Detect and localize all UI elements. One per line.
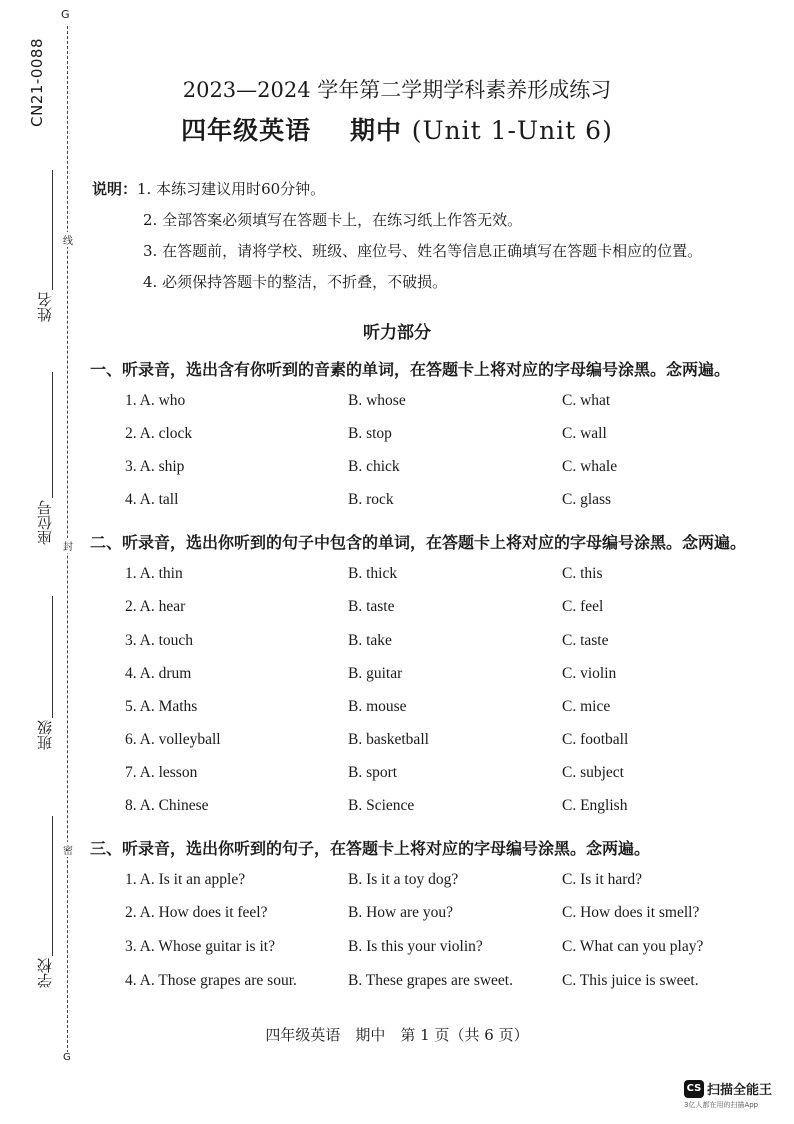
option-c: C. Is it hard? [562,871,643,888]
option-c: C. what [562,392,611,409]
option-a: 2. A. hear [125,598,186,615]
subject-label: 四年级英语 [181,116,312,145]
question-row [0,392,794,416]
instructions [92,174,702,298]
question-row [0,565,794,589]
option-a: 4. A. drum [125,665,192,682]
instruction-2: 2. 全部答案必须填写在答题卡上，在练习纸上作答无效。 [143,211,523,229]
question-row [0,425,794,449]
paper-code: CN21-0088 [28,38,46,127]
option-a: 1. A. thin [125,565,183,582]
question-row [0,698,794,722]
option-a: 5. A. Maths [125,698,198,715]
option-b: B. stop [348,425,392,442]
option-a: 7. A. lesson [125,764,198,781]
term-label: 期中 [350,116,403,145]
option-a: 2. A. clock [125,425,193,442]
option-c: C. football [562,731,629,748]
question-row [0,871,794,895]
option-a: 3. A. ship [125,458,185,475]
seat-label: 座位号 [36,500,54,545]
name-label: 姓名 [36,292,54,322]
question-row [0,665,794,689]
option-b: B. whose [348,392,406,409]
option-b: B. guitar [348,665,403,682]
option-a: 4. A. tall [125,491,179,508]
option-b: B. taste [348,598,395,615]
cut-mark-line: 线 [63,232,73,247]
question-row [0,598,794,622]
option-c: C. taste [562,632,609,649]
question-row [0,797,794,821]
instructions-label: 说明： [92,180,138,198]
name-line [52,170,53,290]
question-heading-3: 三、听录音，选出你听到的句子，在答题卡上将对应的字母编号涂黑。念两遍。 [90,839,651,858]
scanner-tagline: 3亿人都在用的扫描App [684,1101,759,1109]
option-b: B. These grapes are sweet. [348,972,513,989]
exam-title: 2023—2024 学年第二学期学科素养形成练习 [182,78,612,102]
option-c: C. mice [562,698,611,715]
question-heading-1: 一、听录音，选出含有你听到的音素的单词，在答题卡上将对应的字母编号涂黑。念两遍。 [90,360,731,379]
option-a: 1. A. who [125,392,186,409]
option-b: B. sport [348,764,398,781]
option-c: C. whale [562,458,618,475]
option-c: C. What can you play? [562,938,704,955]
question-row [0,972,794,996]
school-label: 学校 [36,958,54,988]
class-label: 班级 [36,720,54,750]
scanner-watermark [684,1078,773,1109]
option-b: B. thick [348,565,398,582]
option-b: B. chick [348,458,400,475]
option-b: B. Is this your violin? [348,938,483,955]
option-c: C. This juice is sweet. [562,972,699,989]
binding-bottom-mark: G [63,1052,71,1063]
option-b: B. rock [348,491,394,508]
instruction-4: 4. 必须保持答题卡的整洁，不折叠，不破损。 [143,273,448,291]
scanner-brand: 扫描全能王 [707,1083,773,1098]
page-footer: 四年级英语 期中 第 1 页（共 6 页） [265,1026,529,1044]
option-b: B. Science [348,797,415,814]
option-c: C. wall [562,425,607,442]
option-a: 3. A. Whose guitar is it? [125,938,275,955]
option-b: B. take [348,632,392,649]
option-a: 6. A. volleyball [125,731,221,748]
option-a: 2. A. How does it feel? [125,904,268,921]
question-row [0,632,794,656]
option-a: 4. A. Those grapes are sour. [125,972,297,989]
instruction-3: 3. 在答题前，请将学校、班级、座位号、姓名等信息正确填写在答题卡相应的位置。 [143,242,703,260]
option-c: C. this [562,565,603,582]
option-c: C. How does it smell? [562,904,700,921]
option-c: C. subject [562,764,624,781]
option-a: 1. A. Is it an apple? [125,871,246,888]
scanner-logo-icon: CS [684,1080,704,1098]
option-b: B. How are you? [348,904,454,921]
cut-mark-seal: 封 [63,538,73,553]
option-c: C. violin [562,665,617,682]
question-heading-2: 二、听录音，选出你听到的句子中包含的单词，在答题卡上将对应的字母编号涂黑。念两遍。 [90,533,747,552]
instruction-1: 说明：1. 本练习建议用时60分钟。 [92,180,326,198]
cut-mark-fold: 密 [63,842,73,857]
question-row [0,458,794,482]
question-row [0,904,794,928]
option-c: C. feel [562,598,604,615]
unit-range: (Unit 1-Unit 6) [411,116,613,145]
option-b: B. basketball [348,731,429,748]
exam-subtitle [0,111,794,147]
question-row [0,764,794,788]
option-b: B. mouse [348,698,407,715]
option-c: C. glass [562,491,612,508]
section-title: 听力部分 [363,323,431,343]
question-row [0,731,794,755]
question-row [0,491,794,515]
question-row [0,938,794,962]
option-a: 3. A. touch [125,632,194,649]
option-c: C. English [562,797,628,814]
binding-top-mark: G [61,8,70,21]
option-a: 8. A. Chinese [125,797,209,814]
option-b: B. Is it a toy dog? [348,871,459,888]
